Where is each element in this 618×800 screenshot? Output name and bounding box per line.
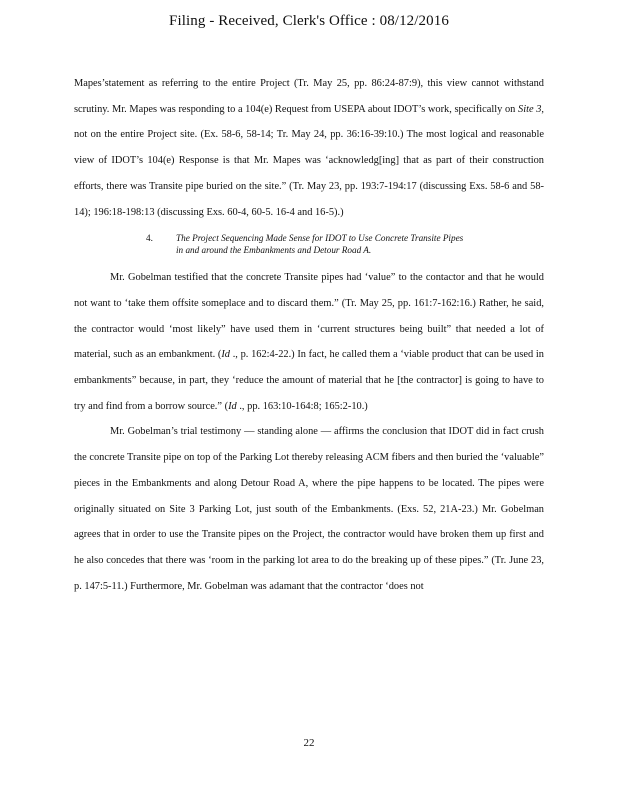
section-heading <box>74 225 544 265</box>
document-body <box>74 71 544 599</box>
citation-id: Id <box>221 349 230 361</box>
paragraph-text: Mapes’statement as referring to the entire Project (Tr. May 25, pp. 86:24-87:9), this view cannot withstand scrutiny. Mr. Mapes was responding to a 104(e) Request from USEPA about IDOT’s work, specifically on <box>74 78 544 115</box>
paragraph-text: ., p. 162:4-22.) In fact, he called them a ‘viable product that can be used in embankments” because, in part, they ‘reduce the amount of material that he [the contractor] is going to have to try and find from a borrow source.” ( <box>74 349 544 412</box>
citation-id: Id <box>228 400 237 412</box>
paragraph <box>74 71 544 225</box>
paragraph-text: Mr. Gobelman testified that the concrete Transite pipes had ‘value” to the contactor and that he would not want to ‘take them offsite someplace and to discard them.” (Tr. May 25, pp. 161:7-162:16.) Rather, he said, the contractor would ‘most likely” have used them in ‘current structures being built” that needed a lot of material, such as an embankment. ( <box>74 272 544 361</box>
filing-header: Filing - Received, Clerk's Office : 08/12/2016 <box>169 13 449 29</box>
paragraph <box>74 265 544 419</box>
site-reference: Site 3 <box>518 103 542 115</box>
heading-text: The Project Sequencing Made Sense for IDOT to Use Concrete Transite Pipes <box>176 233 464 244</box>
heading-line <box>146 232 544 244</box>
heading-line: in and around the Embankments and Detour Road A. <box>176 245 372 256</box>
page-number: 22 <box>303 737 315 749</box>
paragraph-text: ., pp. 163:10-164:8; 165:2-10.) <box>236 400 368 412</box>
paragraph-text: , not on the entire Project site. (Ex. 58-6, 58-14; Tr. May 24, pp. 36:16-39:10.) The most logical and reasonable view of IDOT’s 104(e) Response is that Mr. Mapes was ‘acknowledg[ing] that as part of their construction efforts, there was Transite pipe buried on the site.” (Tr. May 23, pp. 193:7-194:17 (discussing Exs. 58-6 and 58-14); 196:18-198:13 (discussing Exs. 60-4, 60-5. 16-4 and 16-5).) <box>74 103 545 218</box>
paragraph: Mr. Gobelman’s trial testimony — standing alone — affirms the conclusion that IDOT did in fact crush the concrete Transite pipe on top of the Parking Lot thereby releasing ACM fibers and then buried the ‘valuable” pieces in the Embankments and along Detour Road A, where the pipe happens to be located. The pipes were originally situated on Site 3 Parking Lot, just south of the Embankments. (Exs. 52, 21A-23.) Mr. Gobelman agrees that in order to use the Transite pipes on the Project, the contractor would have broken them up first and he also concedes that there was ‘room in the parking lot area to do the breaking up of these pipes.” (Tr. June 23, p. 147:5-11.) Furthermore, Mr. Gobelman was adamant that the contractor ‘does not <box>74 426 544 592</box>
heading-number: 4. <box>146 233 153 244</box>
